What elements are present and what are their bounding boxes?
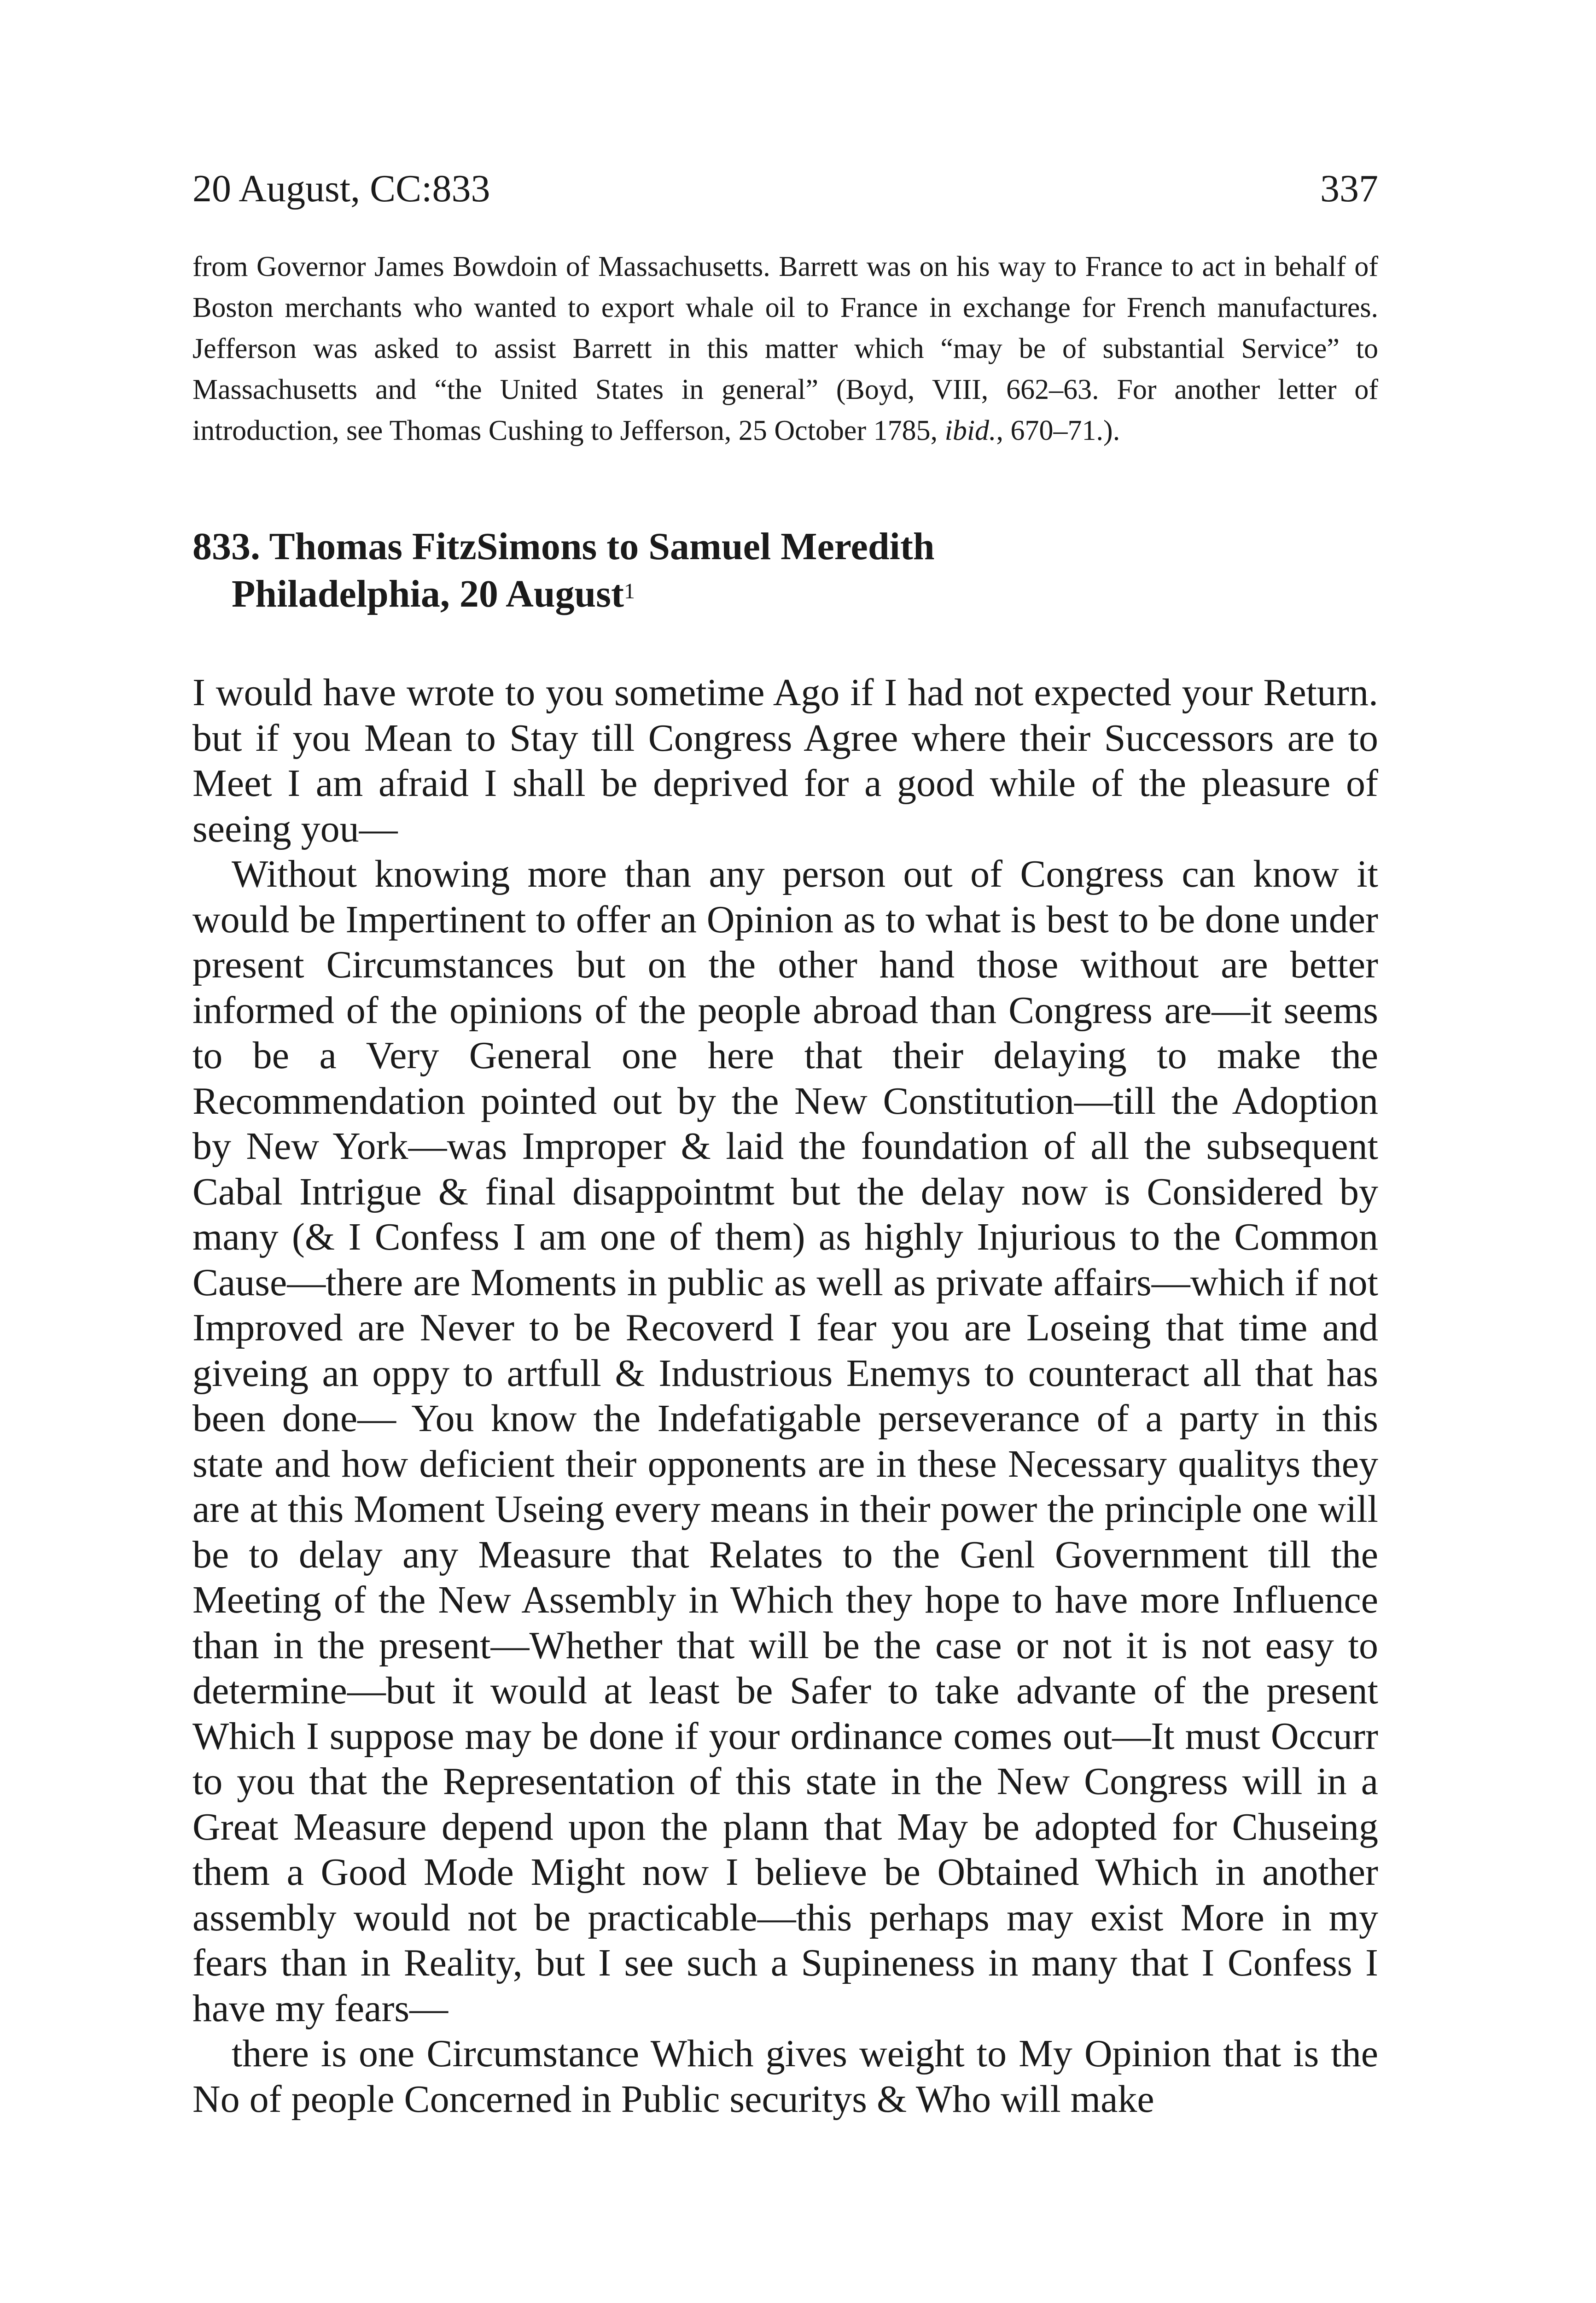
document-heading	[192, 523, 1378, 618]
footnote-ibid: ibid.	[944, 415, 996, 446]
running-head	[192, 164, 1378, 214]
document-place-date	[192, 570, 1378, 618]
footnote-continuation	[192, 246, 1378, 451]
letter-paragraph-3: there is one Circumstance Which gives weight to My Opinion that is the No of people Concerned in Public securitys & Who will make	[192, 2032, 1378, 2121]
page-number: 337	[1320, 167, 1378, 210]
running-head-left	[192, 164, 490, 214]
footnote-paragraph	[192, 246, 1378, 451]
letter-paragraph-1: I would have wrote to you sometime Ago if I had not expected your Return. but if you Mean to Stay till Congress Agree where their Successors are to Meet I am afraid I shall be deprived for a good while of the pleasure of seeing you—	[192, 671, 1378, 850]
letter-body	[192, 670, 1378, 2122]
footnote-marker: 1	[623, 579, 635, 603]
footnote-text-part-2: , 670–71.).	[996, 415, 1120, 446]
running-head-doc-ref: , CC:833	[350, 167, 490, 210]
letter-paragraph-2: Without knowing more than any person out of Congress can know it would be Impertinent to offer an Opinion as to what is best to be done under present Circumstances but on the other hand those without are better informed of the opinions of the people abroad than Congress are—it seems to be a Very General one here that their delaying to make the Recommendation pointed out by the New Constitution—till the Adoption by New York—was Improper & laid the foundation of all the subsequent Cabal Intrigue & final disappointmt but the delay now is Considered by many (& I Confess I am one of them) as highly Injurious to the Common Cause—there are Moments in public as well as private affairs—which if not Improved are Never to be Recoverd I fear you are Loseing that time and giveing an oppy to artfull & Industrious Enemys to counteract all that has been done— You know the Indefatigable perseverance of a party in this state and how deficient their opponents are in these Necessary qualitys they are at this Moment Useing every means in their power the principle one will be to delay any Measure that Relates to the Genl Government till the Meeting of the New Assembly in Which they hope to have more Influence than in the present—Whether that will be the case or not it is not easy to determine—but it would at least be Safer to take advante of the present Which I suppose may be done if your ordinance comes out—It must Occurr to you that the Representation of this state in the New Congress will in a Great Measure depend upon the plann that May be adopted for Chuseing them a Good Mode Might now I believe be Obtained Which in another assembly would not be practicable—this perhaps may exist More in my fears than in Reality, but I see such a Supineness in many that I Confess I have my fears—	[192, 853, 1378, 2030]
footnote-text-part-1: from Governor James Bowdoin of Massachusetts. Barrett was on his way to France to act in behalf of Boston merchants who wanted to export whale oil to France in exchange for French manufactures. Jefferson was asked to assist Barrett in this matter which “may be of substantial Service” to Massachusetts and “the United States in general” (Boyd, VIII, 662–63. For another letter of introduction, see Thomas Cushing to Jefferson, 25 October 1785,	[192, 251, 1378, 446]
running-head-date: 20 August	[192, 167, 351, 210]
document-title: 833. Thomas FitzSimons to Samuel Meredith	[192, 525, 935, 568]
document-dateline: Philadelphia, 20 August	[232, 573, 624, 615]
